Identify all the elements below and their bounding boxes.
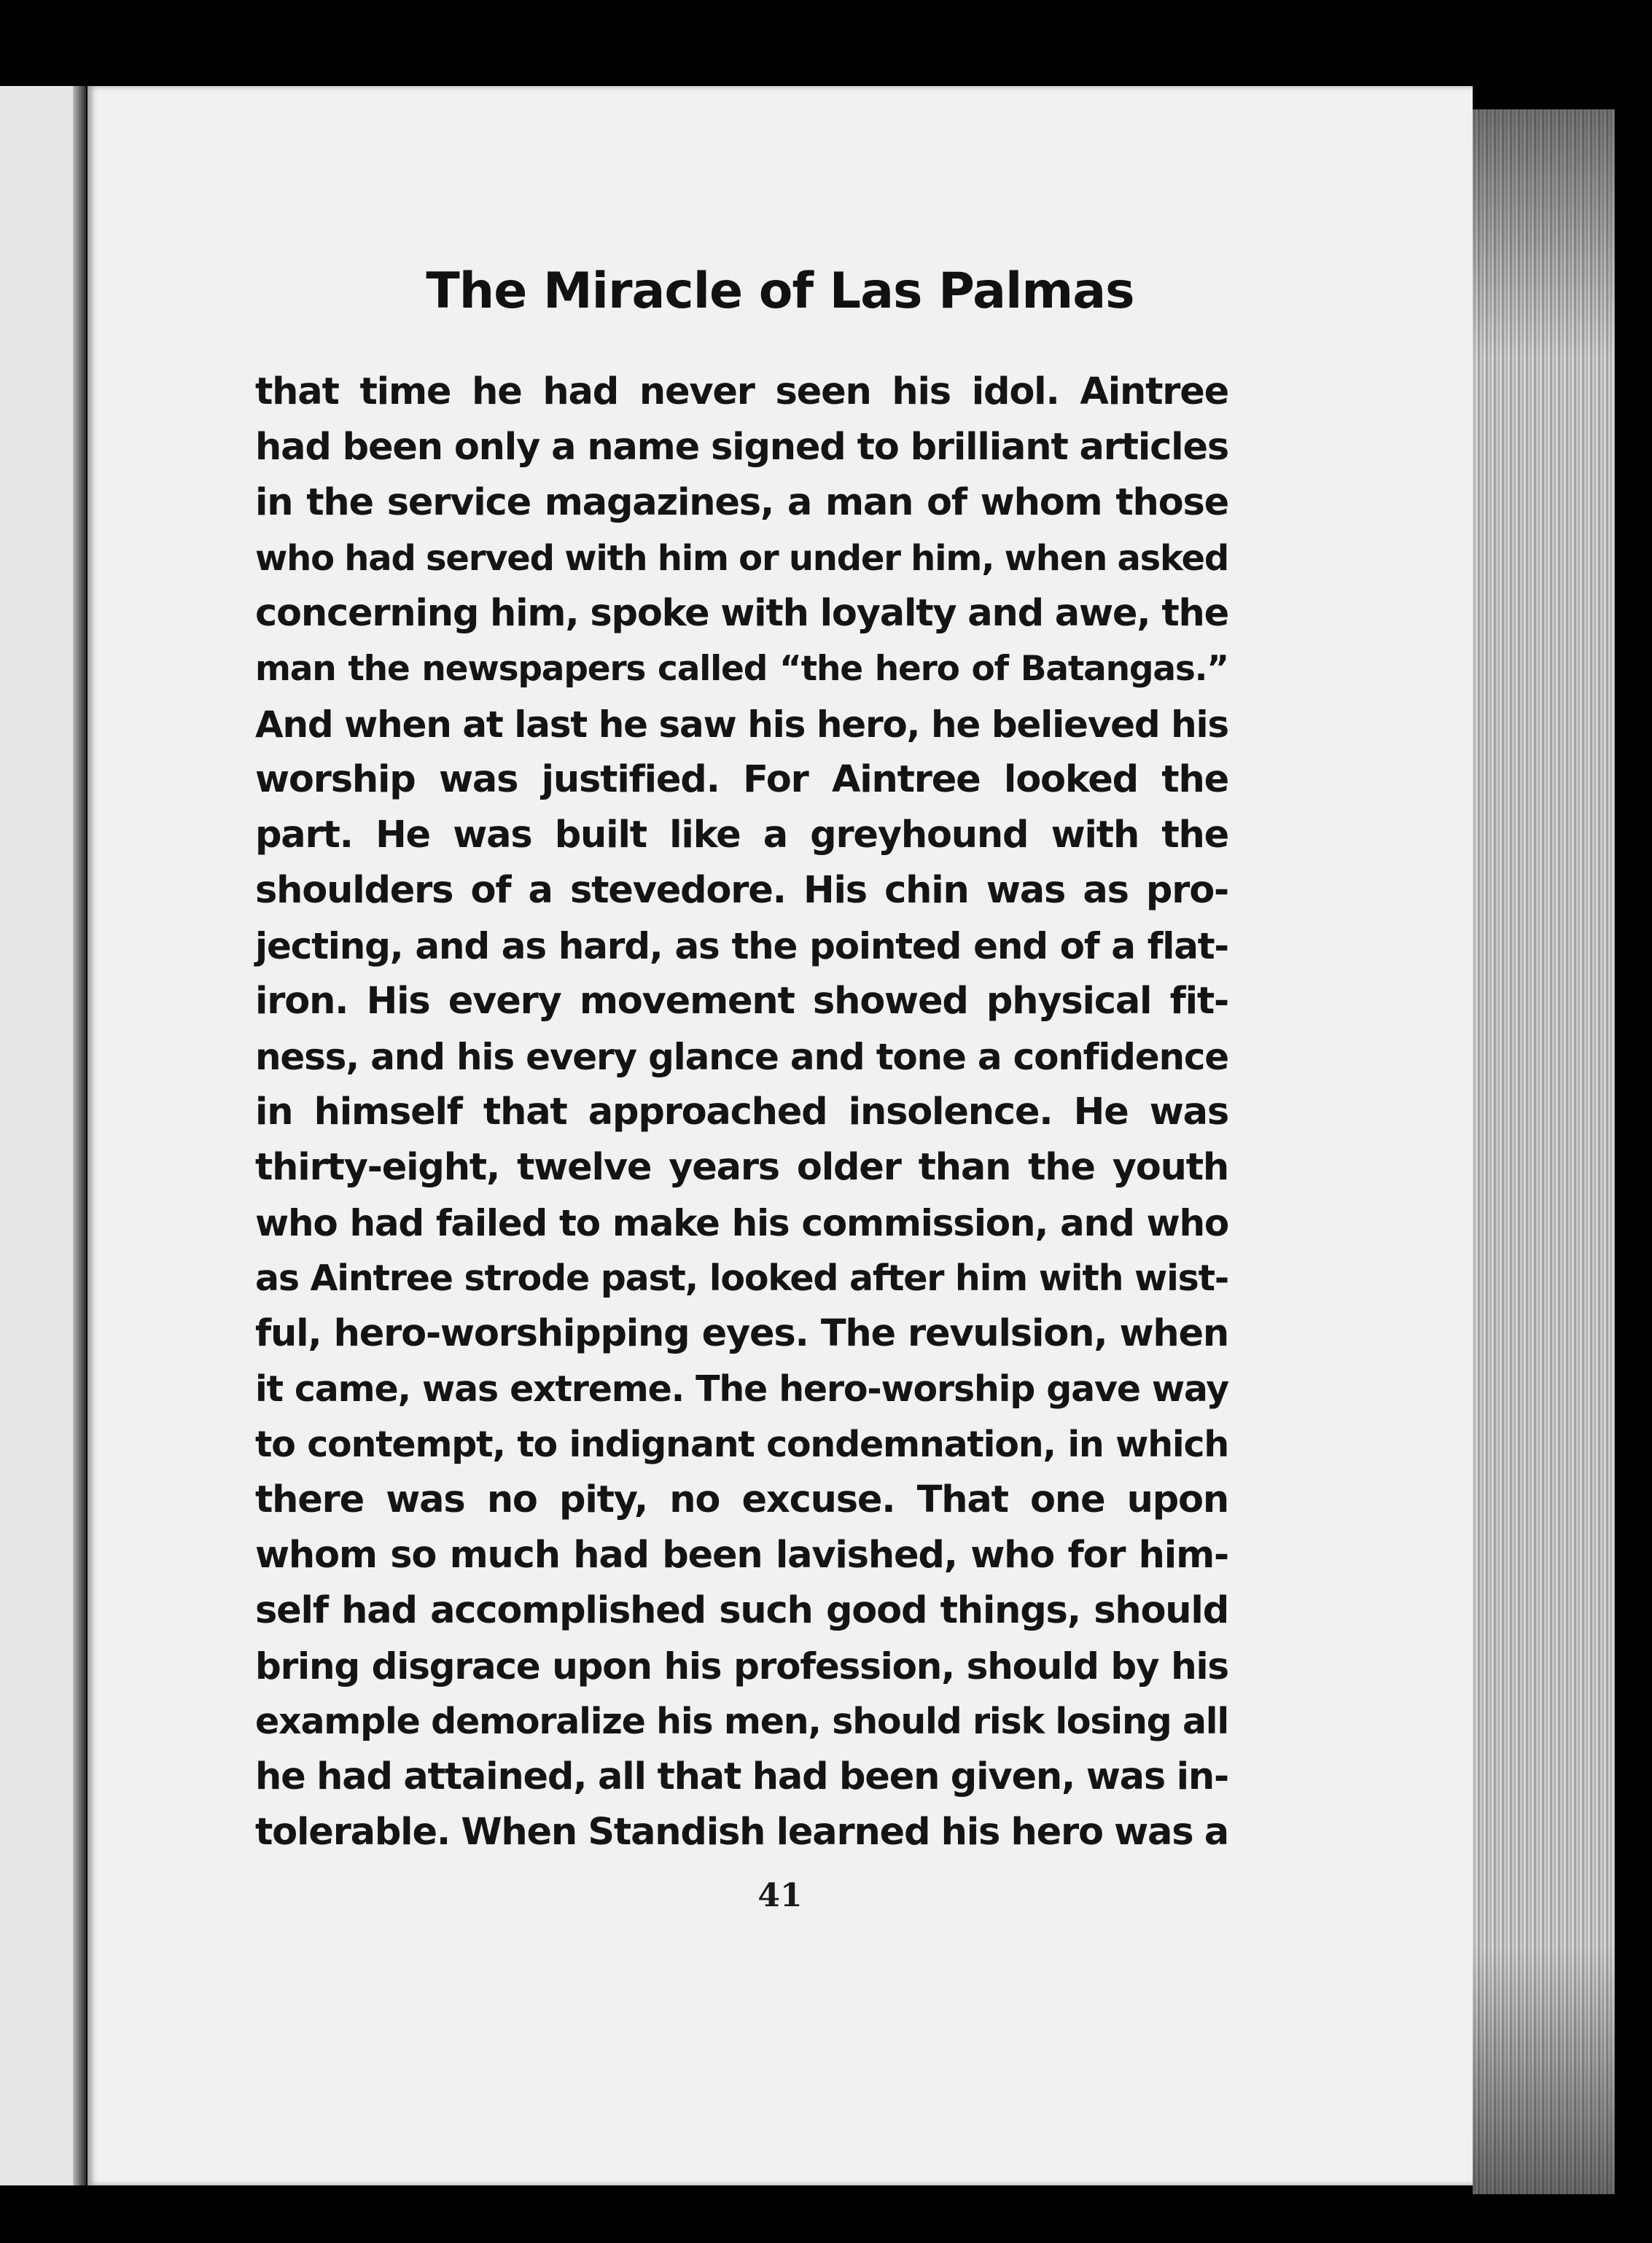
text-line: iron. His every movement showed physical fit-	[255, 980, 1228, 1023]
text-line: to contempt, to indignant condemnation, in which	[255, 1424, 1228, 1465]
text-line: he had attained, all that had been given, was in-	[255, 1755, 1228, 1798]
text-line: worship was justified. For Aintree looked the	[255, 758, 1228, 801]
page-stack-edge	[1473, 109, 1615, 2194]
text-line: who had served with him or under him, when asked	[255, 538, 1228, 579]
text-line: whom so much had been lavished, who for him-	[255, 1534, 1228, 1577]
text-line: self had accomplished such good things, should	[255, 1589, 1228, 1632]
text-line: bring disgrace upon his profession, should by his	[255, 1645, 1228, 1688]
text-line: shoulders of a stevedore. His chin was as pro-	[255, 869, 1228, 912]
text-line: ful, hero-worshipping eyes. The revulsion, when	[255, 1312, 1228, 1355]
text-line: there was no pity, no excuse. That one upon	[255, 1478, 1228, 1521]
text-line: in the service magazines, a man of whom those	[255, 481, 1228, 524]
body-text	[255, 364, 1228, 1860]
facing-page-edge	[0, 86, 86, 2185]
text-line: that time he had never seen his idol. Aintree	[255, 370, 1228, 413]
text-line: it came, was extreme. The hero-worship gave way	[255, 1368, 1228, 1410]
text-line: who had failed to make his commission, and who	[255, 1202, 1228, 1244]
text-line: ness, and his every glance and tone a confidence	[255, 1036, 1228, 1078]
text-line: thirty-eight, twelve years older than the youth	[255, 1146, 1228, 1189]
page-number: 41	[757, 1877, 803, 1914]
text-line: concerning him, spoke with loyalty and awe, the	[255, 592, 1228, 635]
text-line: man the newspapers called “the hero of Batangas.”	[255, 649, 1228, 689]
text-line: And when at last he saw his hero, he believed his	[255, 703, 1228, 746]
text-line: as Aintree strode past, looked after him with wist-	[255, 1257, 1228, 1299]
text-line: tolerable. When Standish learned his hero was a	[255, 1811, 1228, 1854]
text-line: in himself that approached insolence. He was	[255, 1091, 1228, 1134]
text-line: jecting, and as hard, as the pointed end of a flat-	[255, 925, 1228, 967]
text-line: part. He was built like a greyhound with the	[255, 814, 1228, 857]
text-line: had been only a name signed to brilliant articles	[255, 426, 1228, 469]
running-head: The Miracle of Las Palmas	[426, 262, 1134, 320]
text-line: example demoralize his men, should risk losing all	[255, 1701, 1228, 1742]
